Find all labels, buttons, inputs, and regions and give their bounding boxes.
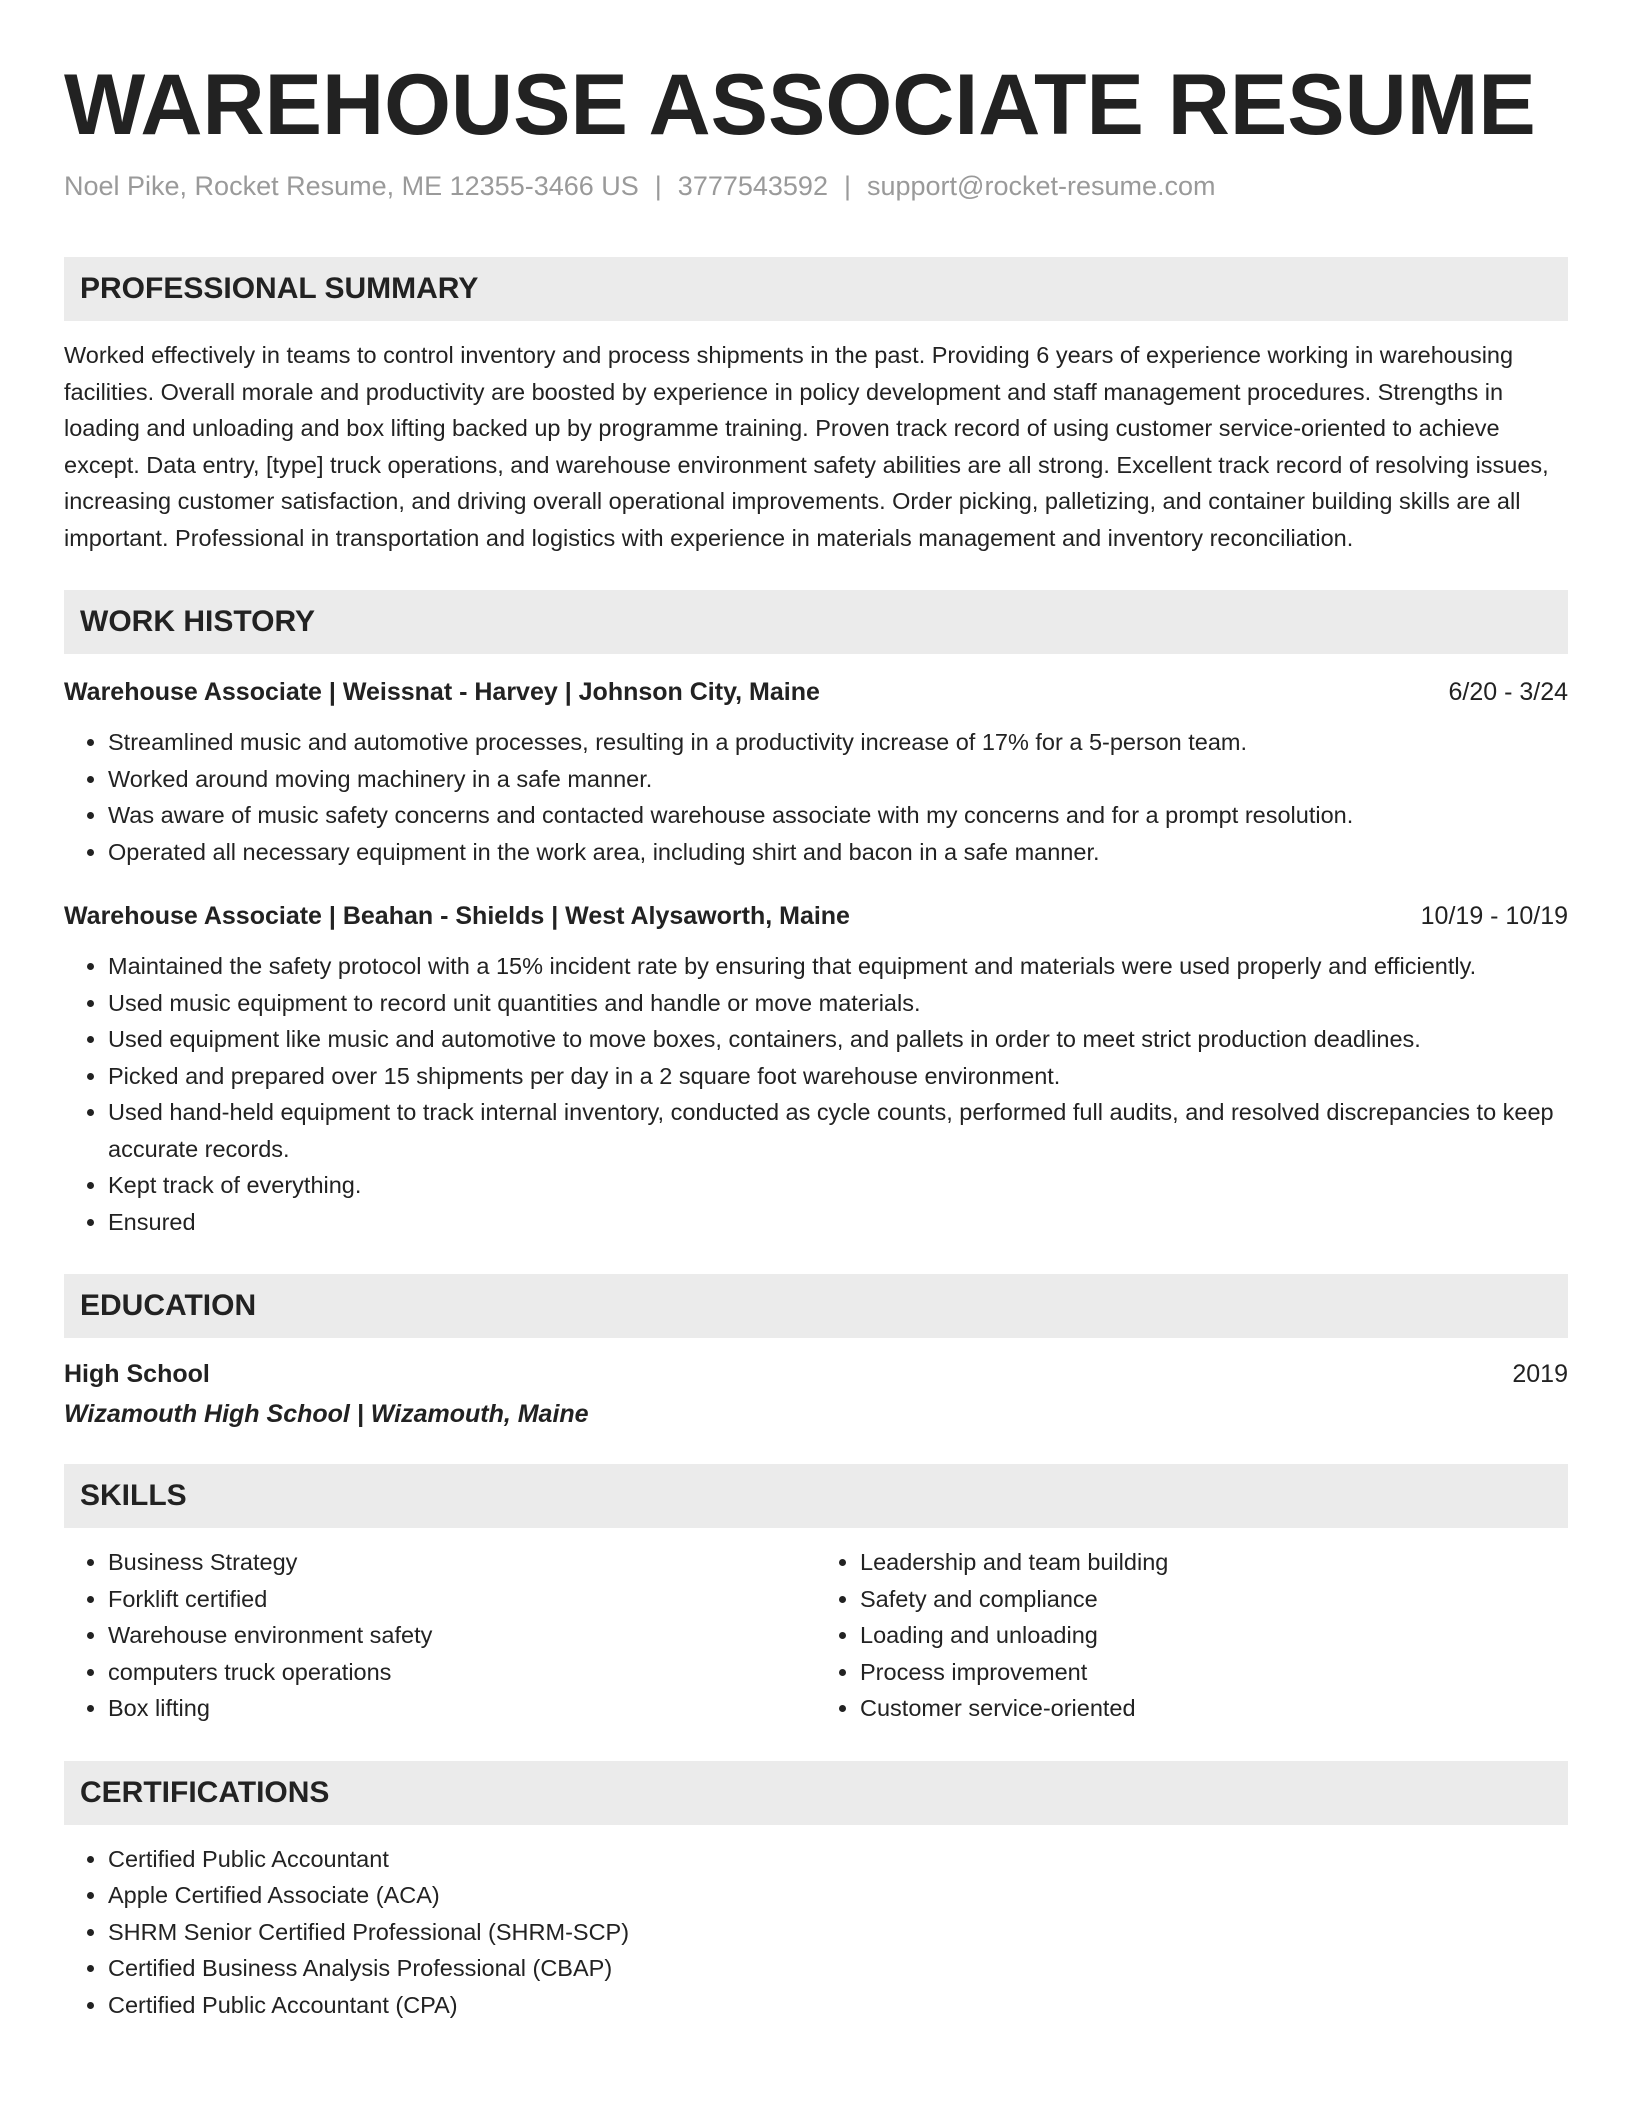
list-item: • Leadership and team building [860, 1544, 1568, 1581]
list-item: • SHRM Senior Certified Professional (SHRM-SCP) [108, 1914, 1568, 1951]
list-item: • Safety and compliance [860, 1581, 1568, 1618]
list-item: • Picked and prepared over 15 shipments per day in a 2 square foot warehouse environment. [108, 1058, 1568, 1095]
skills-list [64, 1544, 1568, 1727]
list-item: • Ensured [108, 1204, 1568, 1241]
job-title: Warehouse Associate | Beahan - Shields | West Alysaworth, Maine [64, 902, 850, 930]
job-header [64, 900, 1568, 932]
list-item: • Apple Certified Associate (ACA) [108, 1877, 1568, 1914]
job-date: 10/19 - 10/19 [1420, 902, 1568, 930]
resume-page [64, 56, 1568, 2023]
list-item: • Box lifting [108, 1690, 816, 1727]
job-header [64, 676, 1568, 708]
list-item: • Process improvement [860, 1654, 1568, 1691]
list-item: • computers truck operations [108, 1654, 816, 1691]
job-bullets [64, 724, 1568, 870]
contact-separator: | [843, 171, 851, 201]
list-item: • Kept track of everything. [108, 1167, 1568, 1204]
section-heading-education: EDUCATION [64, 1274, 1568, 1338]
list-item: • Business Strategy [108, 1544, 816, 1581]
section-heading-skills: SKILLS [64, 1464, 1568, 1528]
contact-phone: 3777543592 [677, 171, 828, 201]
education-degree: High School [64, 1360, 210, 1388]
list-item: • Forklift certified [108, 1581, 816, 1618]
list-item: • Warehouse environment safety [108, 1617, 816, 1654]
certifications-list [64, 1841, 1568, 2024]
job-date: 6/20 - 3/24 [1448, 678, 1568, 706]
resume-title: WAREHOUSE ASSOCIATE RESUME [64, 57, 1536, 153]
contact-line [64, 168, 1568, 204]
job-title: Warehouse Associate | Weissnat - Harvey | Johnson City, Maine [64, 678, 820, 706]
list-item: • Customer service-oriented [860, 1690, 1568, 1727]
list-item: • Was aware of music safety concerns and contacted warehouse associate with my concerns and for a prompt resolution. [108, 797, 1568, 834]
contact-email: support@rocket-resume.com [866, 171, 1216, 201]
section-heading-work-history: WORK HISTORY [64, 590, 1568, 654]
contact-separator: | [654, 171, 662, 201]
list-item: • Certified Public Accountant [108, 1841, 1568, 1878]
list-item: • Certified Business Analysis Professional (CBAP) [108, 1950, 1568, 1987]
section-heading-certifications: CERTIFICATIONS [64, 1761, 1568, 1825]
list-item: • Used equipment like music and automotive to move boxes, containers, and pallets in order to meet strict production deadlines. [108, 1021, 1568, 1058]
summary-text: Worked effectively in teams to control inventory and process shipments in the past. Providing 6 years of experience working in warehousing facilities. Overall morale and productivity are boosted by experience in policy development and staff management procedures. Strengths in loading and unloading and box lifting backed up by programme training. Proven track record of using customer service-oriented to achieve except. Data entry, [type] truck operations, and warehouse environment safety abilities are all strong. Excellent track record of resolving issues, increasing customer satisfaction, and driving overall operational improvements. Order picking, palletizing, and container building skills are all important. Professional in transportation and logistics with experience in materials management and inventory reconciliation. [64, 342, 1549, 551]
list-item: • Streamlined music and automotive processes, resulting in a productivity increase of 17% for a 5-person team. [108, 724, 1568, 761]
skills-column-left [64, 1544, 816, 1727]
skills-column-right [816, 1544, 1568, 1727]
list-item: • Certified Public Accountant (CPA) [108, 1987, 1568, 2024]
education-header [64, 1358, 1568, 1390]
education-school: Wizamouth High School | Wizamouth, Maine [64, 1400, 589, 1428]
list-item: • Operated all necessary equipment in the work area, including shirt and bacon in a safe manner. [108, 834, 1568, 871]
list-item: • Used hand-held equipment to track internal inventory, conducted as cycle counts, performed full audits, and resolved discrepancies to keep accurate records. [108, 1094, 1568, 1167]
section-heading-summary: PROFESSIONAL SUMMARY [64, 257, 1568, 321]
job-bullets [64, 948, 1568, 1240]
list-item: • Worked around moving machinery in a safe manner. [108, 761, 1568, 798]
contact-address: Noel Pike, Rocket Resume, ME 12355-3466 US [64, 171, 639, 201]
list-item: • Loading and unloading [860, 1617, 1568, 1654]
list-item: • Maintained the safety protocol with a 15% incident rate by ensuring that equipment and materials were used properly and efficiently. [108, 948, 1568, 985]
list-item: • Used music equipment to record unit quantities and handle or move materials. [108, 985, 1568, 1022]
education-year: 2019 [1512, 1360, 1568, 1388]
